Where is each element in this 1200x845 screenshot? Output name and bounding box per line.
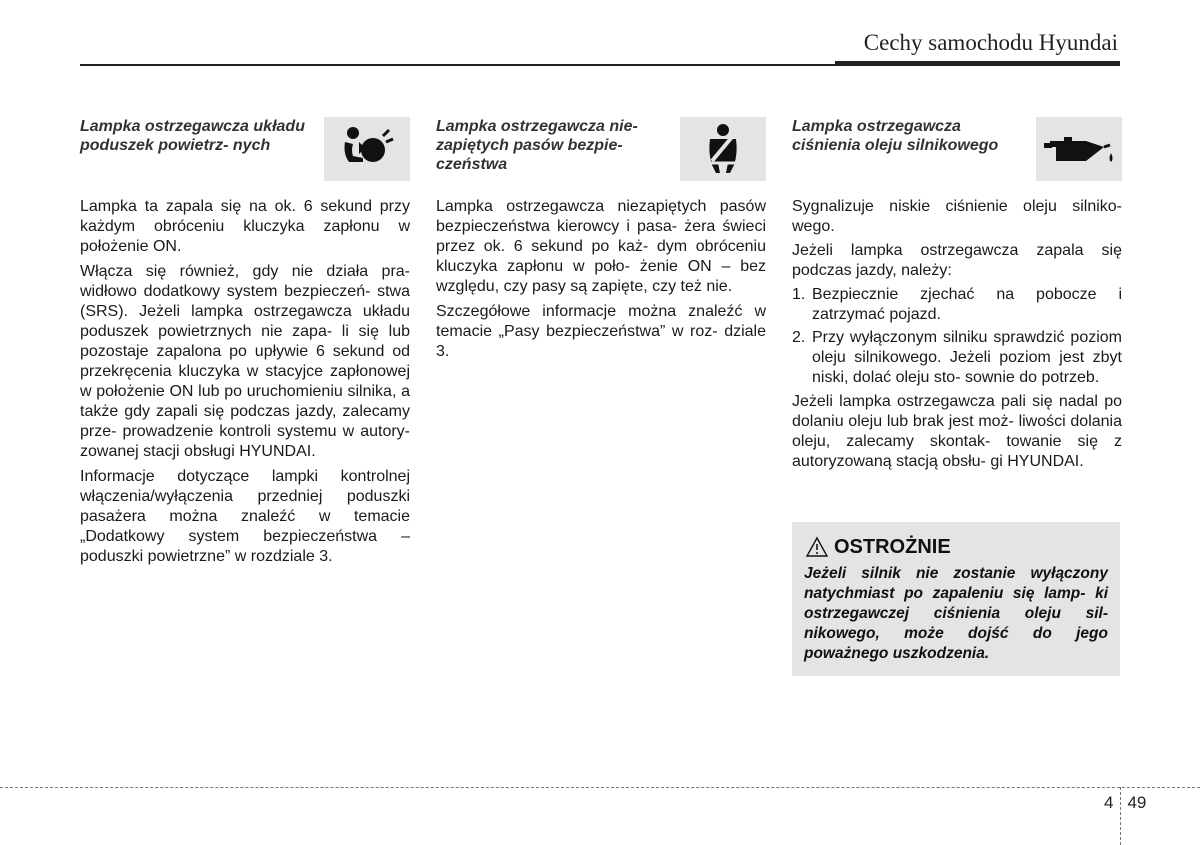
paragraph: Informacje dotyczące lampki kontrolnej włączenia/wyłączenia przedniej poduszki pasażera można znaleźć w temacie „Dodatkowy system bezpieczeństwa – poduszki powietrzne” w rozdziale 3. xyxy=(80,468,410,565)
list-item: 1. Bezpiecznie zjechać na pobocze i zatrzymać pojazd. xyxy=(792,286,1122,323)
oil-pressure-icon xyxy=(1036,117,1122,181)
list-item: 2. Przy wyłączonym silniku sprawdzić poziom oleju silnikowego. Jeżeli poziom jest zbyt niski, dolać oleju sto- sownie do potrzeb. xyxy=(792,329,1122,386)
airbag-warning-icon xyxy=(324,117,410,181)
caution-title: OSTROŻNIE xyxy=(834,535,951,558)
paragraph: Lampka ta zapala się na ok. 6 sekund przy każdym obróceniu kluczyka zapłonu w położenie ON. xyxy=(80,198,410,255)
paragraph: Lampka ostrzegawcza niezapiętych pasów bezpieczeństwa kierowcy i pasa- żera świeci przez ok. 6 sekund po każ- dym obróceniu kluczyka zapłonu w poło- żenie ON – bez względu, czy pasy są zapięte, czy też nie. xyxy=(436,198,766,295)
numbered-list xyxy=(792,285,1122,388)
page-number xyxy=(1104,793,1146,813)
warning-triangle-icon xyxy=(806,536,828,558)
caution-box xyxy=(792,522,1120,676)
paragraph: Sygnalizuje niskie ciśnienie oleju silniko- wego. xyxy=(792,198,1122,235)
paragraph: Włącza się również, gdy nie działa pra- widłowo dodatkowy system bezpieczeń- stwa (SRS). Jeżeli lampka ostrzegawcza układu poduszek powietrznych nie zapa- li się lub pozostaje zapalona po upływie 6 sekund od przekręcenia kluczyka w stacyjce zapłonowej w położenie ON lub po uruchomieniu silnika, a także gdy zapali się podczas jazdy, zalecamy prze- prowadzenie kontroli systemu w autory- zowanej stacji obsługi HYUNDAI. xyxy=(80,263,410,460)
column-airbag xyxy=(80,117,410,572)
section-heading: Lampka ostrzegawcza układu poduszek powietrz- nych xyxy=(80,118,305,154)
paragraph: Jeżeli lampka ostrzegawcza zapala się podczas jazdy, należy: xyxy=(792,242,1122,279)
paragraph: Jeżeli lampka ostrzegawcza pali się nadal po dolaniu oleju lub brak jest moż- liwości dolania oleju, zalecamy skontak- towanie się z autoryzowaną stacją obsłu- gi HYUNDAI. xyxy=(792,393,1122,470)
footer-dashed-rule xyxy=(0,787,1200,788)
seatbelt-warning-icon xyxy=(680,117,766,181)
chapter-number: 4 xyxy=(1104,793,1114,812)
header-rule-thick xyxy=(835,61,1120,66)
page-number-value: 49 xyxy=(1127,793,1147,812)
section-heading: Lampka ostrzegawcza nie- zapiętych pasów bezpie- czeństwa xyxy=(436,118,638,173)
section-heading: Lampka ostrzegawcza ciśnienia oleju silnikowego xyxy=(792,118,999,154)
section-heading-row xyxy=(436,117,766,187)
paragraph: Szczegółowe informacje można znaleźć w temacie „Pasy bezpieczeństwa” w roz- dziale 3. xyxy=(436,303,766,360)
column-seatbelt xyxy=(436,117,766,367)
header-rule xyxy=(80,64,835,66)
column-oil-pressure xyxy=(792,117,1122,476)
caution-header xyxy=(804,532,1108,562)
page-header-title: Cechy samochodu Hyundai xyxy=(863,30,1118,55)
section-heading-row xyxy=(792,117,1122,187)
caution-text: Jeżeli silnik nie zostanie wyłączony natychmiast po zapaleniu się lamp- ki ostrzegawczej ciśnienia oleju sil- nikowego, może dojść do jego poważnego uszkodzenia. xyxy=(804,565,1108,662)
section-heading-row xyxy=(80,117,410,187)
